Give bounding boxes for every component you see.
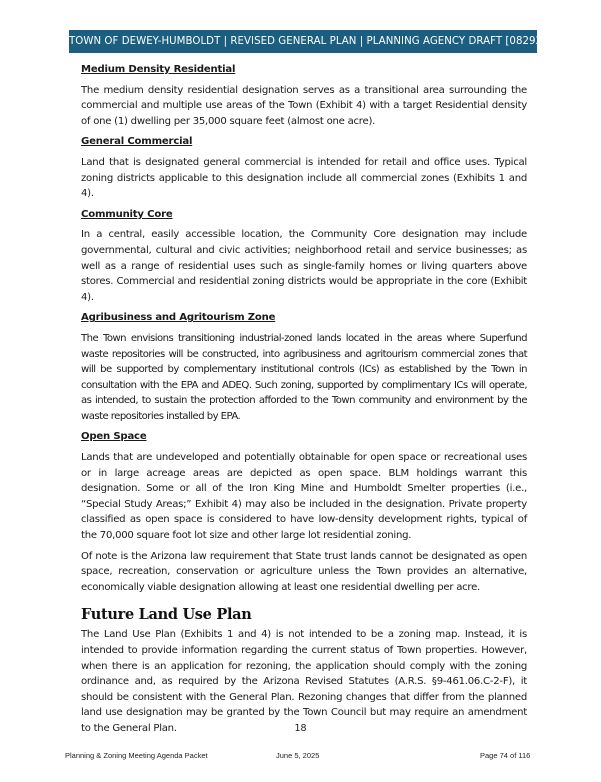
section-paragraph: The Town envisions transitioning industrial-zoned lands located in the areas where Superfund waste repositories will be constructed, into agribusiness and agritourism commercial zones that will be supported by complementary institutional controls (ICs) as established by the Town in consultation with the EPA and ADEQ. Such zoning, supported by complimentary ICs will operate, as intended, to sustain the protection afforded to the Town community and environment by the waste repositories installed by EPA. bbox=[81, 332, 527, 422]
section-paragraph: The medium density residential designation serves as a transitional area surrounding the commercial and multiple use areas of the Town (Exhibit 4) with a target Residential density of one (1) dwelling per 35,000 square feet (almost one acre). bbox=[81, 84, 527, 127]
section-paragraph: In a central, easily accessible location, the Community Core designation may include governmental, cultural and civic activities; neighborhood retail and service businesses; as well as a range of residential uses such as single-family homes or living quarters above stores. Commercial and residential zoning districts would be appropriate in the core (Exhibit 4). bbox=[81, 229, 527, 303]
section-general-commercial bbox=[81, 134, 527, 201]
section-agribusiness-agritourism bbox=[81, 310, 527, 424]
section-heading: Agribusiness and Agritourism Zone bbox=[81, 312, 276, 324]
section-heading: Open Space bbox=[81, 431, 147, 443]
section-heading: Community Core bbox=[81, 208, 173, 220]
document-body bbox=[81, 62, 527, 742]
section-heading: Medium Density Residential bbox=[81, 64, 236, 75]
section-paragraph: Of note is the Arizona law requirement that State trust lands cannot be designated as open space, recreation, conservation or agriculture unless the Town provides an alternative, economically viable designation allowing at least one residential dwelling per acre. bbox=[81, 550, 527, 593]
section-medium-density-residential bbox=[81, 62, 527, 129]
footer-date: June 5, 2025 bbox=[276, 751, 320, 760]
future-land-use-heading: Future Land Use Plan bbox=[81, 606, 252, 624]
section-heading: General Commercial bbox=[81, 136, 193, 148]
section-community-core bbox=[81, 207, 527, 306]
page-number: 18 bbox=[294, 723, 307, 734]
footer-packet-title: Planning & Zoning Meeting Agenda Packet bbox=[65, 751, 208, 760]
section-paragraph: Land that is designated general commercial is intended for retail and office uses. Typical zoning districts applicable to this designation include all commercial zones (Exhibits 1 and 4). bbox=[81, 156, 527, 200]
future-land-use-paragraph: The Land Use Plan (Exhibits 1 and 4) is not intended to be a zoning map. Instead, it is intended to provide information regarding the current status of Town properties. However, when there is an application for rezoning, the application should comply with the zoning ordinance and, as required by the Arizona Revised Statutes (A.R.S. §9-461.06.C-2-F), it should be consistent with the General Plan. Rezoning changes that differ from the planned land use designation may be granted by the Town Council but may require an amendment to the General Plan. bbox=[81, 629, 527, 734]
footer-page-count: Page 74 of 116 bbox=[480, 751, 531, 760]
document-header-bar: TOWN OF DEWEY-HUMBOLDT | REVISED GENERAL PLAN | PLANNING AGENCY DRAFT [082924] bbox=[69, 30, 537, 53]
section-paragraph: Lands that are undeveloped and potentially obtainable for open space or recreational uses or in large acreage areas are depicted as open space. BLM holdings warrant this designation. Some or all of the Iron King Mine and Humboldt Smelter properties (i.e., “Special Study Areas;” Exhibit 4) may also be included in the designation. Private property classified as open space is considered to have low-density development rights, typical of the 70,000 square foot lot size and other large lot residential zoning. bbox=[81, 452, 527, 542]
section-open-space bbox=[81, 429, 527, 595]
